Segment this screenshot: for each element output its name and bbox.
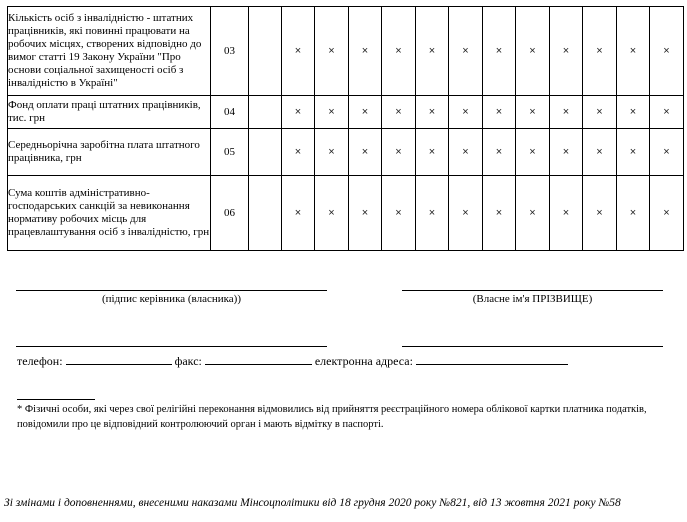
crossed-cell: ×	[583, 7, 617, 96]
table-row	[8, 96, 684, 129]
empty-cell[interactable]	[249, 96, 282, 129]
crossed-cell: ×	[516, 96, 550, 129]
empty-cell[interactable]	[249, 129, 282, 176]
crossed-cell: ×	[550, 7, 583, 96]
crossed-cell: ×	[416, 176, 449, 251]
crossed-cell: ×	[315, 176, 349, 251]
signature-label-right: (Власне ім'я ПРІЗВИЩЕ)	[472, 293, 593, 305]
separator-line-right	[402, 346, 663, 347]
footnote-rule	[17, 399, 95, 400]
crossed-cell: ×	[449, 129, 483, 176]
crossed-cell: ×	[583, 129, 617, 176]
crossed-cell: ×	[617, 129, 650, 176]
phone-field[interactable]	[66, 354, 172, 365]
crossed-cell: ×	[382, 7, 416, 96]
footnote: * Фізичні особи, які через свої релігійні переконання відмовились від прийняття реєстраційного номера облікової картки платника податків, повідомили про це відповідний контролюючий орган і мають відмітку в паспорті.	[17, 404, 647, 430]
row-description: Кількість осіб з інвалідністю - штатних працівників, які повинні працювати на робочих місцях, створених відповідно до вимог статті 19 Закону України "Про основи соціальної захищеності осіб з інвалідністю в Україні"	[8, 7, 211, 96]
empty-cell[interactable]	[249, 7, 282, 96]
crossed-cell: ×	[382, 96, 416, 129]
crossed-cell: ×	[282, 176, 315, 251]
signature-line-left	[16, 290, 327, 291]
crossed-cell: ×	[650, 96, 684, 129]
empty-cell[interactable]	[249, 176, 282, 251]
crossed-cell: ×	[382, 129, 416, 176]
crossed-cell: ×	[650, 176, 684, 251]
crossed-cell: ×	[416, 7, 449, 96]
crossed-cell: ×	[282, 129, 315, 176]
crossed-cell: ×	[349, 129, 382, 176]
crossed-cell: ×	[583, 96, 617, 129]
crossed-cell: ×	[617, 96, 650, 129]
row-description: Середньорічна заробітна плата штатного працівника, грн	[8, 129, 211, 176]
email-label: електронна адреса:	[314, 354, 413, 368]
crossed-cell: ×	[583, 176, 617, 251]
crossed-cell: ×	[617, 7, 650, 96]
table-row	[8, 129, 684, 176]
table-row	[8, 176, 684, 251]
separator-line-left	[16, 346, 327, 347]
crossed-cell: ×	[617, 176, 650, 251]
crossed-cell: ×	[483, 7, 516, 96]
crossed-cell: ×	[416, 96, 449, 129]
crossed-cell: ×	[315, 129, 349, 176]
crossed-cell: ×	[315, 96, 349, 129]
crossed-cell: ×	[483, 96, 516, 129]
crossed-cell: ×	[516, 129, 550, 176]
crossed-cell: ×	[516, 176, 550, 251]
row-description: Фонд оплати праці штатних працівників, тис. грн	[8, 96, 211, 129]
crossed-cell: ×	[282, 7, 315, 96]
signature-label-left: (підпис керівника (власника))	[101, 293, 242, 305]
crossed-cell: ×	[550, 129, 583, 176]
row-code: 05	[211, 129, 249, 176]
fax-label: факс:	[174, 354, 202, 368]
table-row	[8, 7, 684, 96]
crossed-cell: ×	[650, 129, 684, 176]
crossed-cell: ×	[449, 7, 483, 96]
crossed-cell: ×	[349, 176, 382, 251]
fax-field[interactable]	[205, 354, 312, 365]
crossed-cell: ×	[483, 129, 516, 176]
email-field[interactable]	[416, 354, 568, 365]
crossed-cell: ×	[449, 96, 483, 129]
crossed-cell: ×	[416, 129, 449, 176]
row-code: 06	[211, 176, 249, 251]
crossed-cell: ×	[650, 7, 684, 96]
crossed-cell: ×	[516, 7, 550, 96]
crossed-cell: ×	[349, 96, 382, 129]
crossed-cell: ×	[382, 176, 416, 251]
contacts-line	[17, 354, 568, 369]
crossed-cell: ×	[315, 7, 349, 96]
amendment-note: Зі змінами і доповненнями, внесеними наказами Мінсоцполітики від 18 грудня 2020 року №821, від 13 жовтня 2021 року №58	[4, 497, 621, 509]
crossed-cell: ×	[349, 7, 382, 96]
signature-line-right	[402, 290, 663, 291]
crossed-cell: ×	[550, 176, 583, 251]
crossed-cell: ×	[449, 176, 483, 251]
report-table	[7, 6, 684, 251]
phone-label: телефон:	[17, 354, 63, 368]
row-code: 04	[211, 96, 249, 129]
crossed-cell: ×	[550, 96, 583, 129]
crossed-cell: ×	[483, 176, 516, 251]
row-description: Сума коштів адміністративно-господарських санкцій за невиконання нормативу робочих місць для працевлаштування осіб з інвалідністю, грн	[8, 176, 211, 251]
row-code: 03	[211, 7, 249, 96]
crossed-cell: ×	[282, 96, 315, 129]
